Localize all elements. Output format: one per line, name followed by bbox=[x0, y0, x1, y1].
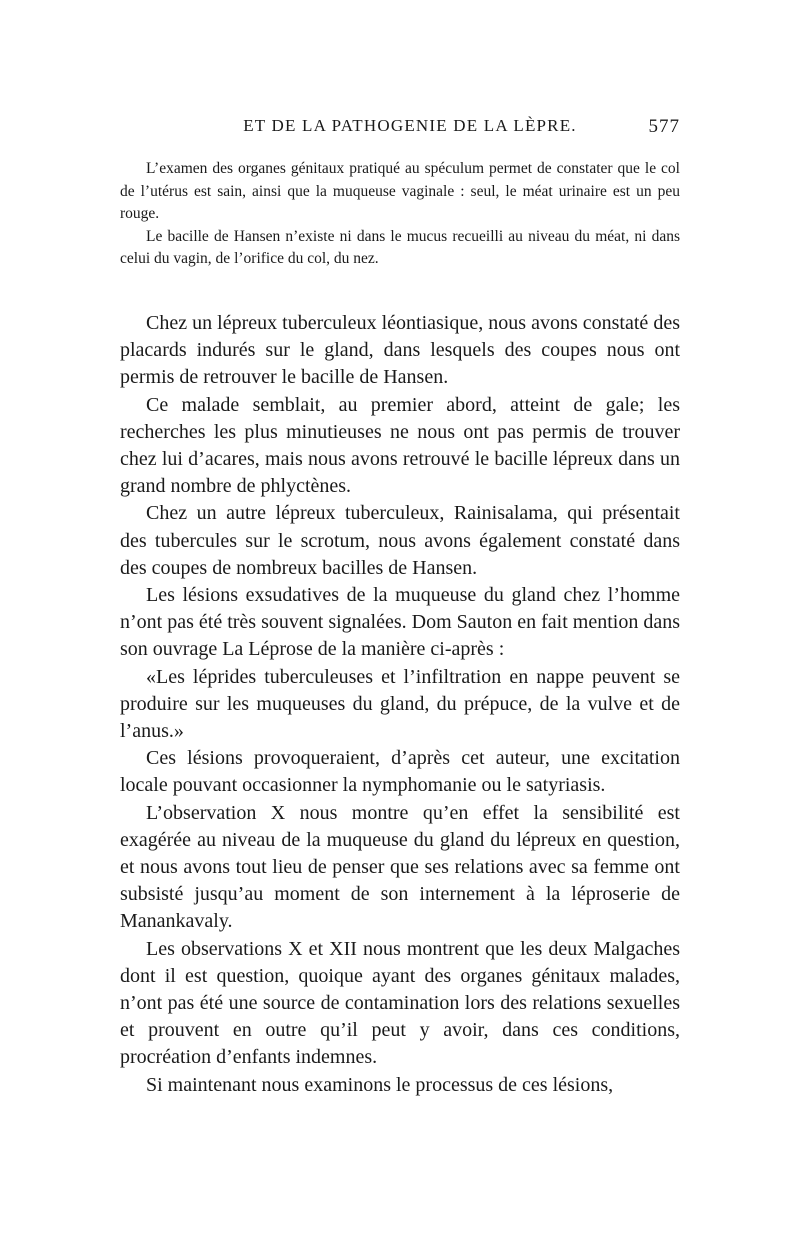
small-print-section bbox=[120, 158, 680, 271]
paragraph: Les observations X et XII nous montrent que les deux Malgaches dont il est question, quoique ayant des organes génitaux malades, n’ont pas été une source de contamination lors des relations sexuelles et prouvent en outre qu’il peut y avoir, dans ces conditions, procréation d’enfants indemnes. bbox=[120, 937, 680, 1069]
page-number: 577 bbox=[648, 116, 680, 137]
paragraph: Chez un autre lépreux tuberculeux, Rainisalama, qui présentait des tubercules sur le scrotum, nous avons également constaté dans des coupes de nombreux bacilles de Hansen. bbox=[120, 502, 680, 579]
paragraph: Chez un lépreux tuberculeux léontiasique, nous avons constaté des placards indurés sur le gland, dans lesquels des coupes nous ont permis de retrouver le bacille de Hansen. bbox=[120, 312, 680, 389]
paragraph: Le bacille de Hansen n’existe ni dans le mucus recueilli au niveau du méat, ni dans celui du vagin, de l’orifice du col, du nez. bbox=[120, 227, 680, 267]
paragraph: Les lésions exsudatives de la muqueuse du gland chez l’homme n’ont pas été très souvent signalées. Dom Sauton en fait mention dans son ouvrage La Léprose de la manière ci-après : bbox=[120, 584, 680, 661]
paragraph: Ce malade semblait, au premier abord, atteint de gale; les recherches les plus minutieuses ne nous ont pas permis de trouver chez lui d’acares, mais nous avons retrouvé le bacille lépreux dans un grand nombre de phlyctènes. bbox=[120, 393, 680, 498]
main-text-section bbox=[120, 310, 680, 1099]
running-title: ET DE LA PATHOGENIE DE LA LÈPRE. bbox=[243, 116, 577, 135]
page-header bbox=[120, 116, 680, 140]
paragraph: L’examen des organes génitaux pratiqué au spéculum permet de constater que le col de l’utérus est sain, ainsi que la muqueuse vaginale : seul, le méat urinaire est un peu rouge. bbox=[120, 160, 680, 222]
paragraph: L’observation X nous montre qu’en effet la sensibilité est exagérée au niveau de la muqueuse du gland du lépreux en question, et nous avons tout lieu de penser que ses relations avec sa femme ont subsisté jusqu’au moment de son internement à la léproserie de Manankavaly. bbox=[120, 801, 680, 933]
quotation-paragraph: «Les léprides tuberculeuses et l’infiltration en nappe peuvent se produire sur les muqueuses du gland, du prépuce, de la vulve et de l’anus.» bbox=[120, 665, 680, 743]
paragraph: Ces lésions provoqueraient, d’après cet auteur, une excitation locale pouvant occasionner la nymphomanie ou le satyriasis. bbox=[120, 747, 680, 797]
paragraph: Si maintenant nous examinons le processus de ces lésions, bbox=[146, 1073, 614, 1096]
